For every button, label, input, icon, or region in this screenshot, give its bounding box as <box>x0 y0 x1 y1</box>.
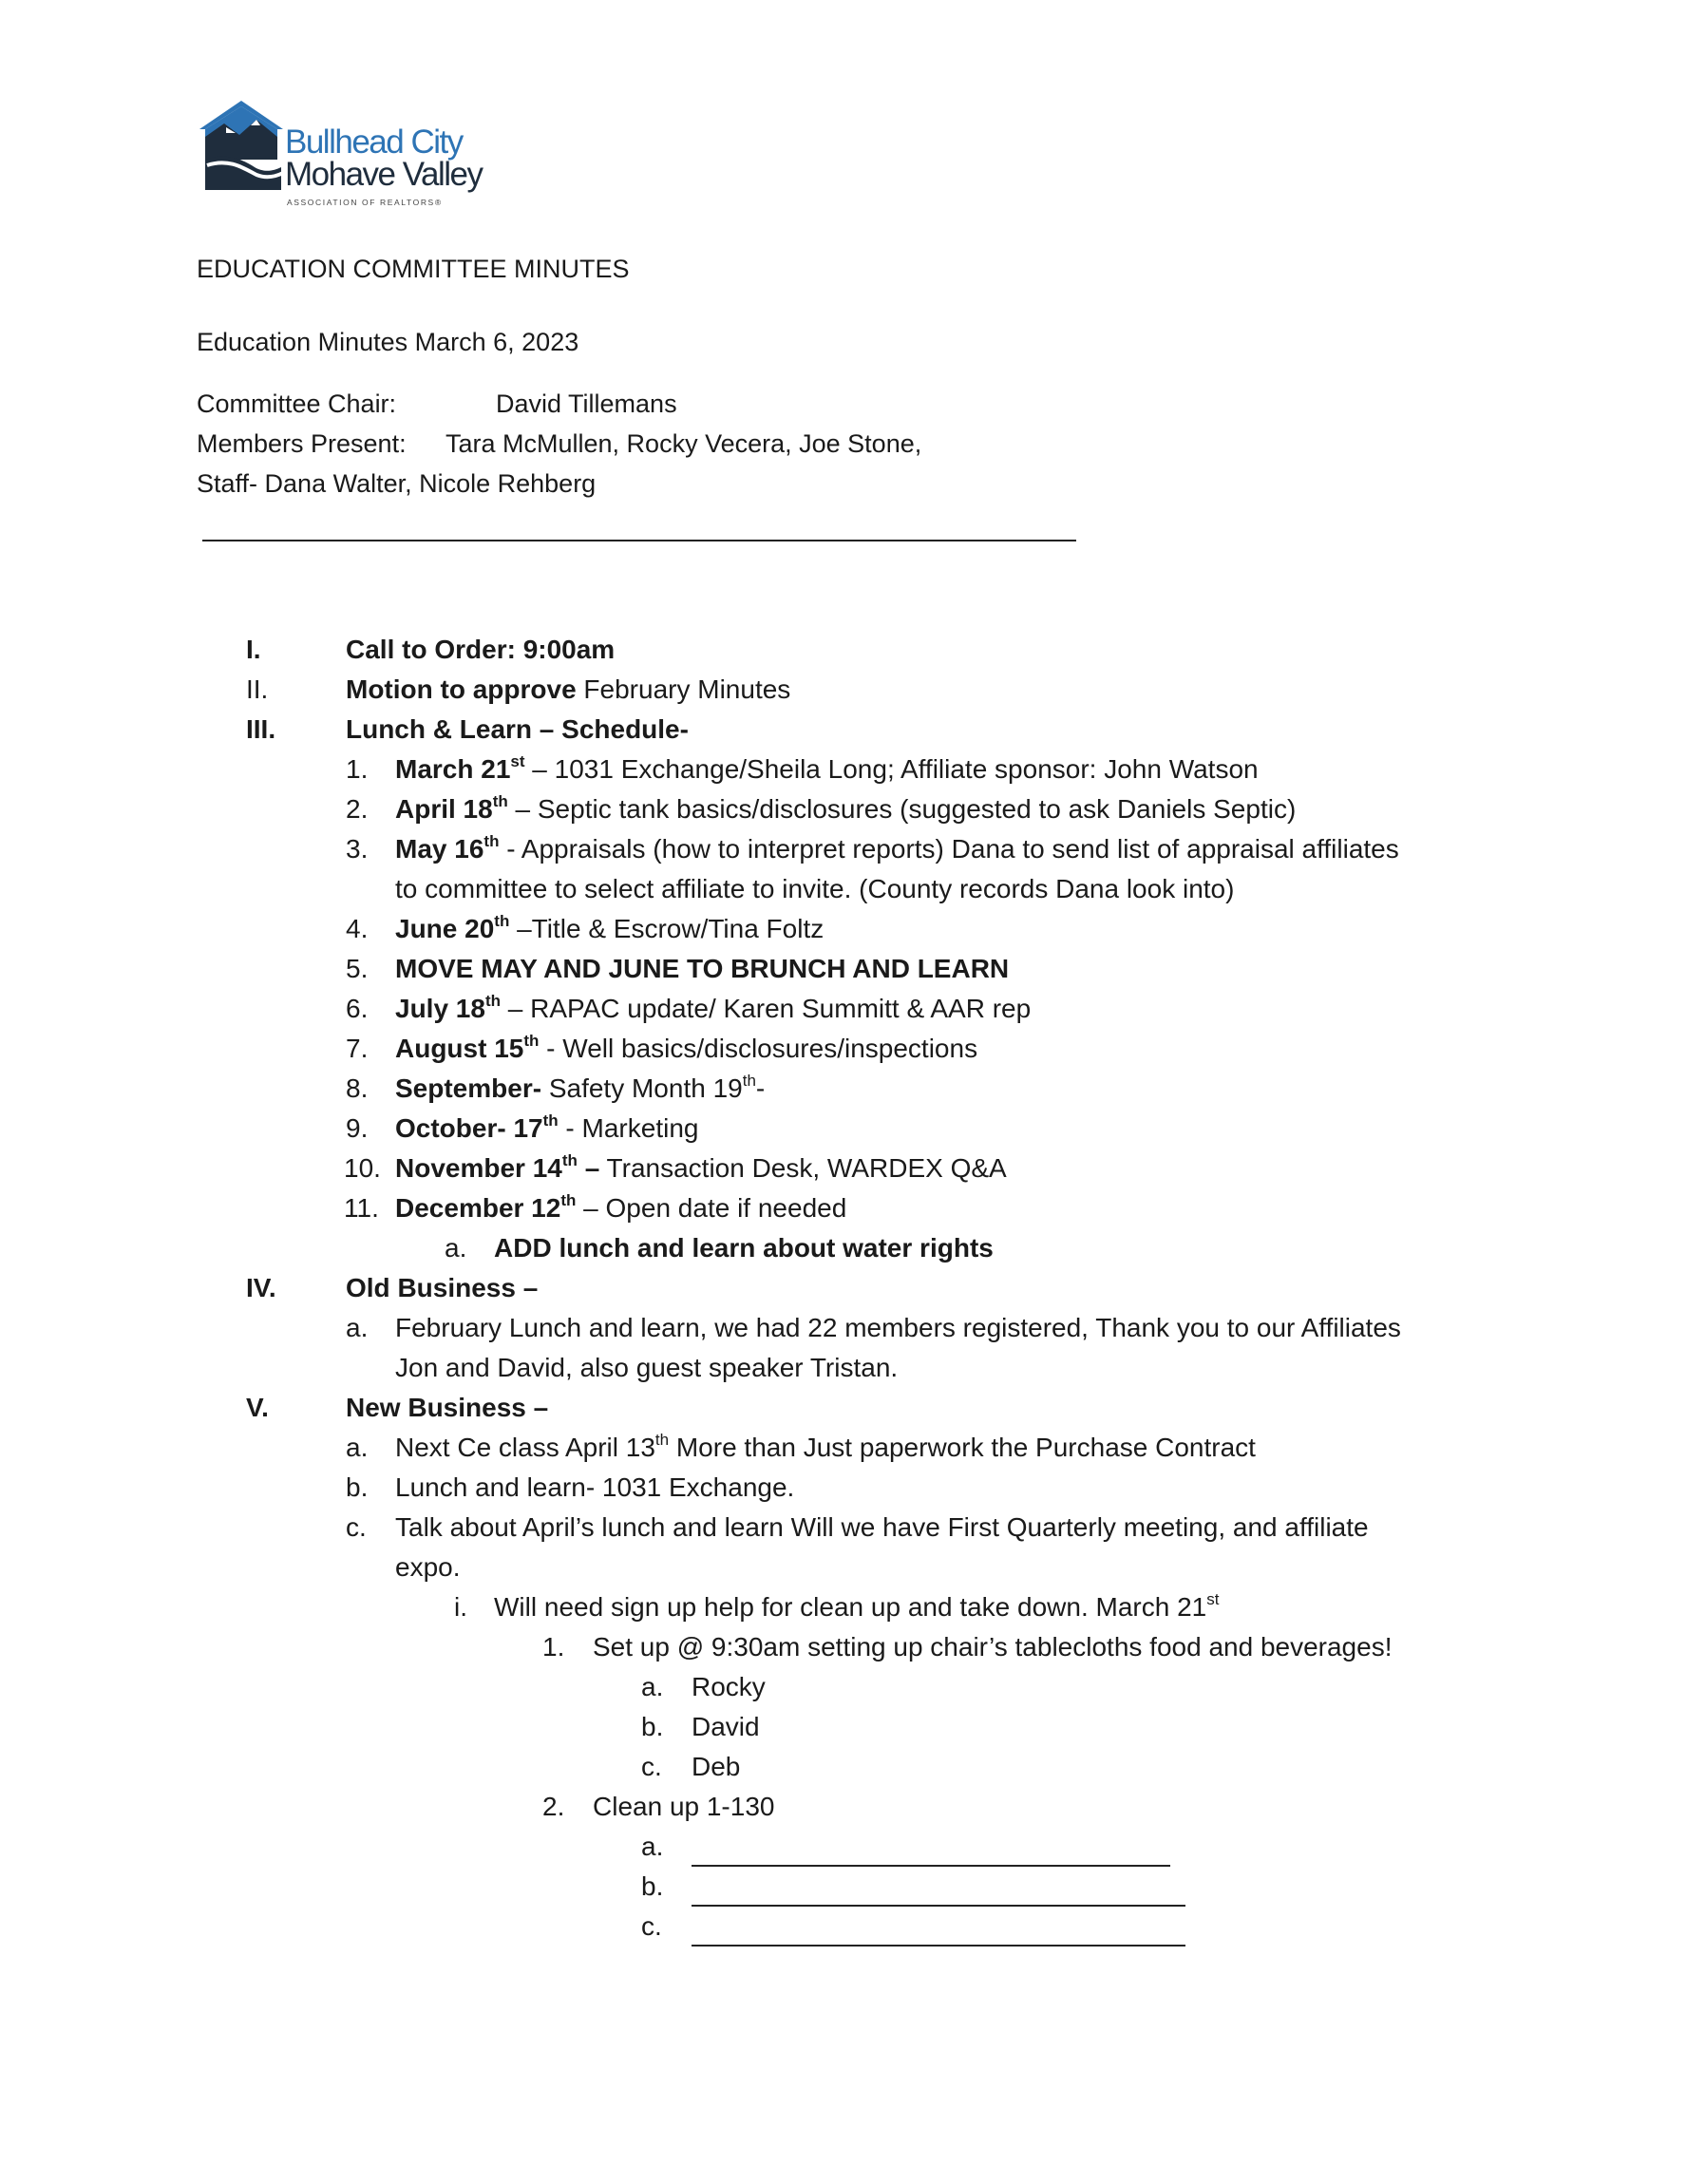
list-item: November 14th – Transaction Desk, WARDEX Q&A <box>395 1150 1007 1183</box>
volunteer-number: a. <box>641 1672 664 1701</box>
list-item-continuation: Jon and David, also guest speaker Tristan. <box>395 1353 899 1382</box>
header-divider <box>202 540 1076 541</box>
list-item: October- 17th - Marketing <box>395 1111 699 1143</box>
chair-label: Committee Chair: <box>197 389 397 418</box>
list-item-continuation: to committee to select affiliate to invite. (County records Dana look into) <box>395 874 1235 903</box>
list-item-number: 1. <box>542 1632 565 1662</box>
logo-line-2: Mohave Valley <box>285 156 483 193</box>
section-title: Old Business – <box>346 1273 539 1302</box>
list-item: March 21st – 1031 Exchange/Sheila Long; Affiliate sponsor: John Watson <box>395 751 1259 784</box>
list-item: May 16th - Appraisals (how to interpret reports) Dana to send list of appraisal affiliates <box>395 831 1399 864</box>
section-number: IV. <box>246 1273 276 1302</box>
list-item-number: 3. <box>346 834 369 864</box>
section-number: II. <box>246 674 269 704</box>
section-title: New Business – <box>346 1393 549 1422</box>
members-present: Tara McMullen, Rocky Vecera, Joe Stone, <box>445 429 922 458</box>
list-item-number: b. <box>346 1472 369 1502</box>
logo-line-1: Bullhead City <box>285 123 463 161</box>
house-mountain-icon <box>198 99 285 194</box>
list-item-number: i. <box>454 1592 467 1622</box>
signup-blank <box>692 1827 1170 1867</box>
list-item: September- Safety Month 19th- <box>395 1071 766 1103</box>
list-item: June 20th –Title & Escrow/Tina Foltz <box>395 911 825 943</box>
volunteer-name: Deb <box>692 1752 741 1781</box>
section-title: Call to Order: 9:00am <box>346 635 616 664</box>
list-item: Clean up 1-130 <box>593 1792 775 1821</box>
list-item: December 12th – Open date if needed <box>395 1190 847 1223</box>
list-item-continuation: expo. <box>395 1552 461 1582</box>
signup-blank <box>692 1867 1185 1907</box>
document-title: EDUCATION COMMITTEE MINUTES <box>197 255 630 283</box>
list-item-number: 9. <box>346 1113 369 1143</box>
list-item-number: 7. <box>346 1034 369 1063</box>
signup-blank <box>692 1907 1185 1947</box>
list-item-number: 2. <box>542 1792 565 1821</box>
list-item: August 15th - Well basics/disclosures/inspections <box>395 1031 978 1063</box>
chair-name: David Tillemans <box>496 389 677 418</box>
blank-number: a. <box>641 1832 664 1861</box>
list-item-number: 5. <box>346 954 369 983</box>
list-item: Next Ce class April 13th More than Just paperwork the Purchase Contract <box>395 1430 1256 1462</box>
staff-present: Staff- Dana Walter, Nicole Rehberg <box>197 469 597 498</box>
logo-line-3: ASSOCIATION OF REALTORS® <box>287 198 443 207</box>
volunteer-name: Rocky <box>692 1672 766 1701</box>
list-item: ADD lunch and learn about water rights <box>494 1233 994 1263</box>
section-number: I. <box>246 635 261 664</box>
list-item: Set up @ 9:30am setting up chair’s tablecloths food and beverages! <box>593 1632 1393 1662</box>
list-item-number: 10. <box>344 1153 381 1183</box>
section-title: Motion to approve February Minutes <box>346 674 791 704</box>
list-item-number: 6. <box>346 994 369 1023</box>
list-item: Will need sign up help for clean up and take down. March 21st <box>494 1589 1220 1622</box>
list-item: February Lunch and learn, we had 22 members registered, Thank you to our Affiliates <box>395 1313 1401 1342</box>
list-item-number: 8. <box>346 1073 369 1103</box>
volunteer-name: David <box>692 1712 760 1741</box>
list-item: Lunch and learn- 1031 Exchange. <box>395 1472 795 1502</box>
section-number: V. <box>246 1393 269 1422</box>
volunteer-number: c. <box>641 1752 662 1781</box>
list-item: Talk about April’s lunch and learn Will we have First Quarterly meeting, and affiliate <box>395 1512 1369 1542</box>
list-item-number: 2. <box>346 794 369 824</box>
list-item-number: a. <box>346 1313 369 1342</box>
list-item: MOVE MAY AND JUNE TO BRUNCH AND LEARN <box>395 954 1010 983</box>
list-item-number: 11. <box>344 1193 379 1223</box>
list-item: July 18th – RAPAC update/ Karen Summitt & AAR rep <box>395 991 1032 1023</box>
document-subtitle: Education Minutes March 6, 2023 <box>197 328 579 356</box>
association-logo <box>198 99 483 220</box>
blank-number: b. <box>641 1871 664 1901</box>
list-item: April 18th – Septic tank basics/disclosures (suggested to ask Daniels Septic) <box>395 791 1297 824</box>
list-item-number: 4. <box>346 914 369 943</box>
blank-number: c. <box>641 1911 662 1941</box>
list-item-number: a. <box>445 1233 467 1263</box>
list-item-number: 1. <box>346 754 369 784</box>
section-title: Lunch & Learn – Schedule- <box>346 714 689 744</box>
members-label: Members Present: <box>197 429 407 458</box>
list-item-number: c. <box>346 1512 367 1542</box>
volunteer-number: b. <box>641 1712 664 1741</box>
list-item-number: a. <box>346 1433 369 1462</box>
section-number: III. <box>246 714 276 744</box>
